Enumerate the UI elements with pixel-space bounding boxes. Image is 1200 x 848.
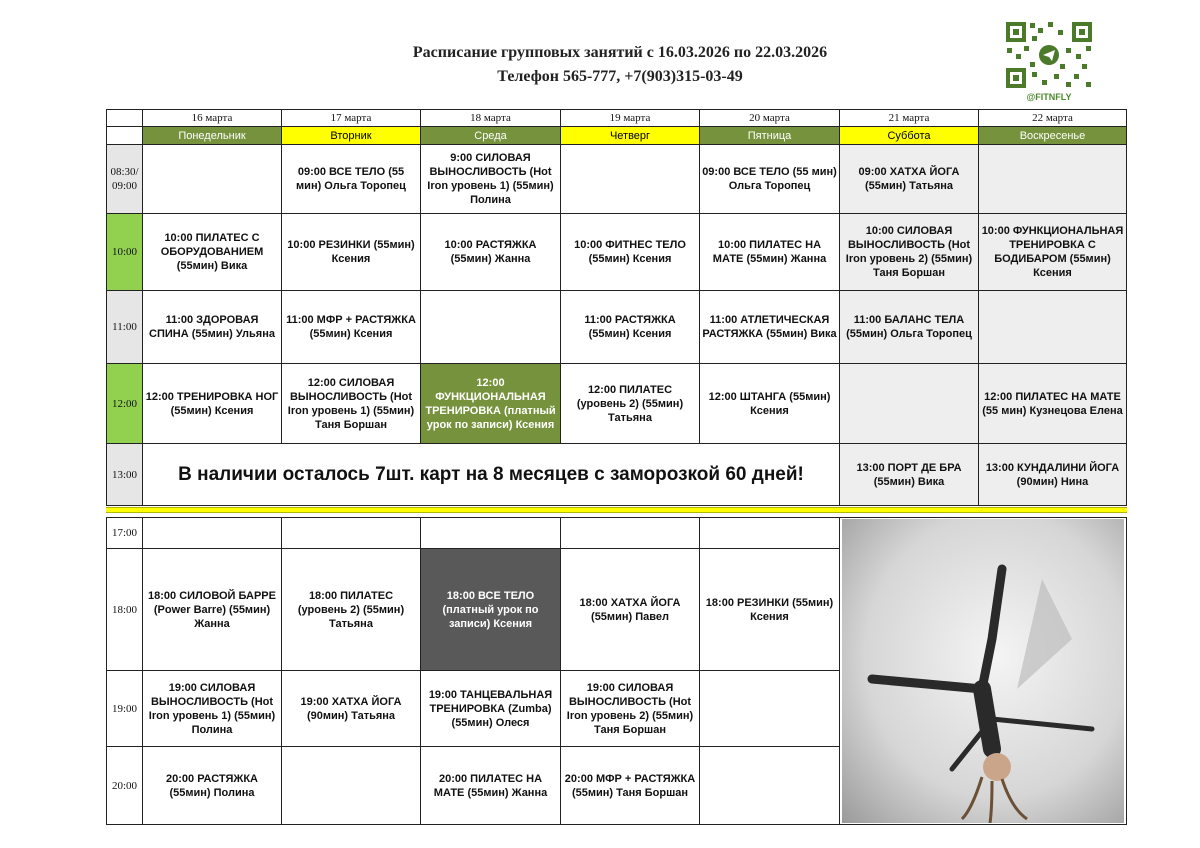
row-1000 xyxy=(107,214,1127,291)
corner-cell xyxy=(107,110,143,127)
class-cell xyxy=(143,145,282,214)
class-cell xyxy=(979,291,1127,364)
class-cell xyxy=(561,518,700,549)
class-cell: 18:00 ПИЛАТЕС (уровень 2) (55мин) Татьяна xyxy=(282,549,421,671)
days-row xyxy=(107,127,1127,145)
class-cell: 09:00 ВСЕ ТЕЛО (55 мин) Ольга Торопец xyxy=(700,145,840,214)
class-cell-highlight: 12:00 ФУНКЦИОНАЛЬНАЯ ТРЕНИРОВКА (платный урок по записи) Ксения xyxy=(421,364,561,444)
class-cell xyxy=(561,145,700,214)
class-cell: 10:00 ФУНКЦИОНАЛЬНАЯ ТРЕНИРОВКА С БОДИБАРОМ (55мин) Ксения xyxy=(979,214,1127,291)
date-cell: 16 марта xyxy=(143,110,282,127)
class-cell: 10:00 РЕЗИНКИ (55мин) Ксения xyxy=(282,214,421,291)
class-cell: 18:00 СИЛОВОЙ БАРРЕ (Power Barre) (55мин) Жанна xyxy=(143,549,282,671)
class-cell: 10:00 РАСТЯЖКА (55мин) Жанна xyxy=(421,214,561,291)
class-cell: 19:00 СИЛОВАЯ ВЫНОСЛИВОСТЬ (Hot Iron уровень 1) (55мин) Полина xyxy=(143,670,282,746)
class-cell: 10:00 ПИЛАТЕС С ОБОРУДОВАНИЕМ (55мин) Вика xyxy=(143,214,282,291)
class-cell: 19:00 ХАТХА ЙОГА (90мин) Татьяна xyxy=(282,670,421,746)
row-1700 xyxy=(107,518,1127,549)
class-cell xyxy=(979,145,1127,214)
class-cell: 13:00 ПОРТ ДЕ БРА (55мин) Вика xyxy=(840,444,979,506)
schedule-table-top xyxy=(106,109,1127,506)
class-cell: 18:00 РЕЗИНКИ (55мин) Ксения xyxy=(700,549,840,671)
class-cell xyxy=(421,291,561,364)
row-1100 xyxy=(107,291,1127,364)
day-cell: Пятница xyxy=(700,127,840,145)
class-cell: 10:00 СИЛОВАЯ ВЫНОСЛИВОСТЬ (Hot Iron уровень 2) (55мин) Таня Боршан xyxy=(840,214,979,291)
class-cell xyxy=(421,518,561,549)
time-cell: 08:30/ 09:00 xyxy=(107,145,143,214)
photo-cell xyxy=(840,518,1127,825)
class-cell xyxy=(700,518,840,549)
day-cell: Воскресенье xyxy=(979,127,1127,145)
day-cell: Среда xyxy=(421,127,561,145)
phone-line: Телефон 565-777, +7(903)315-03-49 xyxy=(497,68,743,85)
class-cell: 19:00 СИЛОВАЯ ВЫНОСЛИВОСТЬ (Hot Iron уровень 2) (55мин) Таня Боршан xyxy=(561,670,700,746)
class-cell: 20:00 РАСТЯЖКА (55мин) Полина xyxy=(143,747,282,825)
date-cell: 20 марта xyxy=(700,110,840,127)
corner-cell xyxy=(107,127,143,145)
class-cell: 10:00 ПИЛАТЕС НА МАТЕ (55мин) Жанна xyxy=(700,214,840,291)
promo-banner: В наличии осталось 7шт. карт на 8 месяцев с заморозкой 60 дней! xyxy=(143,444,840,506)
class-cell: 20:00 МФР + РАСТЯЖКА (55мин) Таня Боршан xyxy=(561,747,700,825)
class-cell: 11:00 МФР + РАСТЯЖКА (55мин) Ксения xyxy=(282,291,421,364)
date-cell: 18 марта xyxy=(421,110,561,127)
day-cell: Суббота xyxy=(840,127,979,145)
class-cell xyxy=(143,518,282,549)
qr-code-icon xyxy=(1004,20,1094,90)
class-cell: 13:00 КУНДАЛИНИ ЙОГА (90мин) Нина xyxy=(979,444,1127,506)
schedule-table-bottom xyxy=(106,517,1127,825)
row-0830 xyxy=(107,145,1127,214)
qr-handle: @FITNFLY xyxy=(1026,92,1072,102)
class-cell: 19:00 ТАНЦЕВАЛЬНАЯ ТРЕНИРОВКА (Zumba) (55мин) Олеся xyxy=(421,670,561,746)
class-cell: 09:00 ХАТХА ЙОГА (55мин) Татьяна xyxy=(840,145,979,214)
class-cell: 9:00 СИЛОВАЯ ВЫНОСЛИВОСТЬ (Hot Iron уровень 1) (55мин) Полина xyxy=(421,145,561,214)
class-cell: 12:00 ТРЕНИРОВКА НОГ (55мин) Ксения xyxy=(143,364,282,444)
class-cell-highlight: 18:00 ВСЕ ТЕЛО (платный урок по записи) Ксения xyxy=(421,549,561,671)
class-cell: 12:00 СИЛОВАЯ ВЫНОСЛИВОСТЬ (Hot Iron уровень 1) (55мин) Таня Боршан xyxy=(282,364,421,444)
class-cell: 18:00 ХАТХА ЙОГА (55мин) Павел xyxy=(561,549,700,671)
day-cell: Понедельник xyxy=(143,127,282,145)
class-cell: 12:00 ПИЛАТЕС (уровень 2) (55мин) Татьяна xyxy=(561,364,700,444)
day-cell: Вторник xyxy=(282,127,421,145)
class-cell: 11:00 БАЛАНС ТЕЛА (55мин) Ольга Торопец xyxy=(840,291,979,364)
class-cell: 12:00 ШТАНГА (55мин) Ксения xyxy=(700,364,840,444)
class-cell xyxy=(282,747,421,825)
date-cell: 21 марта xyxy=(840,110,979,127)
dancer-photo xyxy=(842,519,1124,823)
time-cell: 19:00 xyxy=(107,670,143,746)
class-cell xyxy=(840,364,979,444)
day-cell: Четверг xyxy=(561,127,700,145)
date-cell: 22 марта xyxy=(979,110,1127,127)
date-cell: 17 марта xyxy=(282,110,421,127)
page-title: Расписание групповых занятий с 16.03.2026 по 22.03.2026 xyxy=(412,44,828,61)
class-cell: 10:00 ФИТНЕС ТЕЛО (55мин) Ксения xyxy=(561,214,700,291)
class-cell xyxy=(700,747,840,825)
time-cell: 10:00 xyxy=(107,214,143,291)
time-cell: 11:00 xyxy=(107,291,143,364)
dates-row xyxy=(107,110,1127,127)
time-cell: 20:00 xyxy=(107,747,143,825)
class-cell xyxy=(700,670,840,746)
class-cell xyxy=(282,518,421,549)
class-cell: 20:00 ПИЛАТЕС НА МАТЕ (55мин) Жанна xyxy=(421,747,561,825)
time-cell: 18:00 xyxy=(107,549,143,671)
class-cell: 09:00 ВСЕ ТЕЛО (55 мин) Ольга Торопец xyxy=(282,145,421,214)
row-1300 xyxy=(107,444,1127,506)
class-cell: 11:00 РАСТЯЖКА (55мин) Ксения xyxy=(561,291,700,364)
time-cell: 13:00 xyxy=(107,444,143,506)
row-1200 xyxy=(107,364,1127,444)
class-cell: 11:00 АТЛЕТИЧЕСКАЯ РАСТЯЖКА (55мин) Вика xyxy=(700,291,840,364)
time-cell: 12:00 xyxy=(107,364,143,444)
class-cell: 12:00 ПИЛАТЕС НА МАТЕ (55 мин) Кузнецова Елена xyxy=(979,364,1127,444)
yellow-separator xyxy=(106,507,1127,513)
date-cell: 19 марта xyxy=(561,110,700,127)
time-cell: 17:00 xyxy=(107,518,143,549)
class-cell: 11:00 ЗДОРОВАЯ СПИНА (55мин) Ульяна xyxy=(143,291,282,364)
